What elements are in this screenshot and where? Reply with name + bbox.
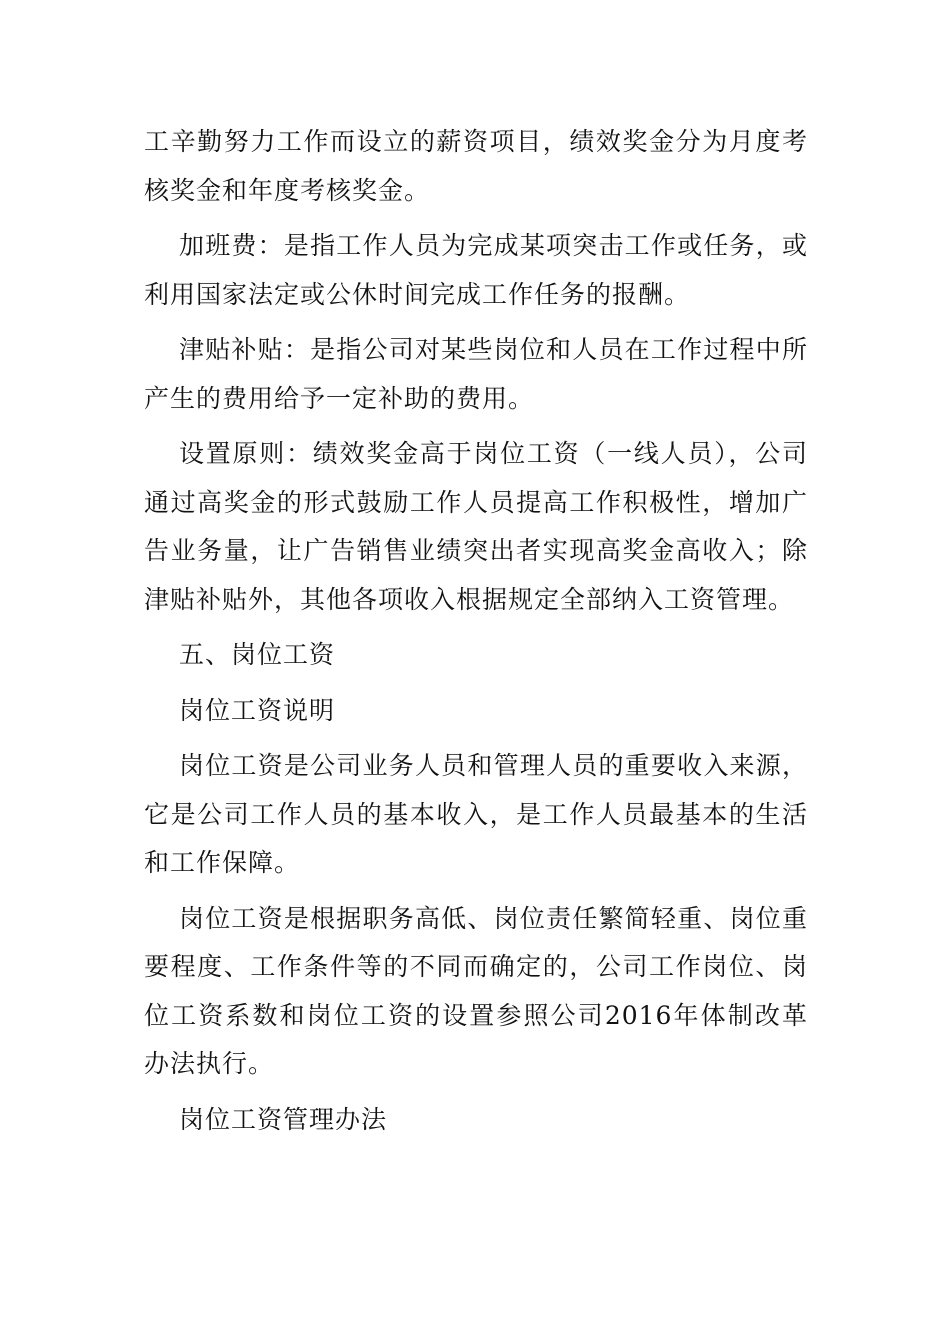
paragraph-overtime-pay: 加班费：是指工作人员为完成某项突击工作或任务，或利用国家法定或公休时间完成工作任务的报酬。 [144, 231, 808, 309]
subheading-position-salary-management: 岗位工资管理办法 [179, 1104, 388, 1134]
document-body [144, 118, 808, 1151]
paragraph-position-salary-basis: 岗位工资是根据职务高低、岗位责任繁简轻重、岗位重要程度、工作条件等的不同而确定的，公司工作岗位、岗位工资系数和岗位工资的设置参照公司2016年体制改革办法执行。 [144, 903, 808, 1078]
paragraph-allowance-subsidy: 津贴补贴：是指公司对某些岗位和人员在工作过程中所产生的费用给予一定补助的费用。 [144, 335, 808, 413]
section-heading-position-salary: 五、岗位工资 [179, 640, 336, 669]
paragraph-performance-bonus-continuation: 工辛勤努力工作而设立的薪资项目，绩效奖金分为月度考核奖金和年度考核奖金。 [144, 127, 808, 205]
paragraph-setting-principle: 设置原则：绩效奖金高于岗位工资（一线人员），公司通过高奖金的形式鼓励工作人员提高工作积极性，增加广告业务量，让广告销售业绩突出者实现高奖金高收入；除津贴补贴外，其他各项收入根据规定全部纳入工资管理。 [144, 439, 808, 614]
subheading-position-salary-description: 岗位工资说明 [179, 695, 336, 725]
paragraph-position-salary-source: 岗位工资是公司业务人员和管理人员的重要收入来源，它是公司工作人员的基本收入，是工作人员最基本的生活和工作保障。 [144, 751, 808, 877]
